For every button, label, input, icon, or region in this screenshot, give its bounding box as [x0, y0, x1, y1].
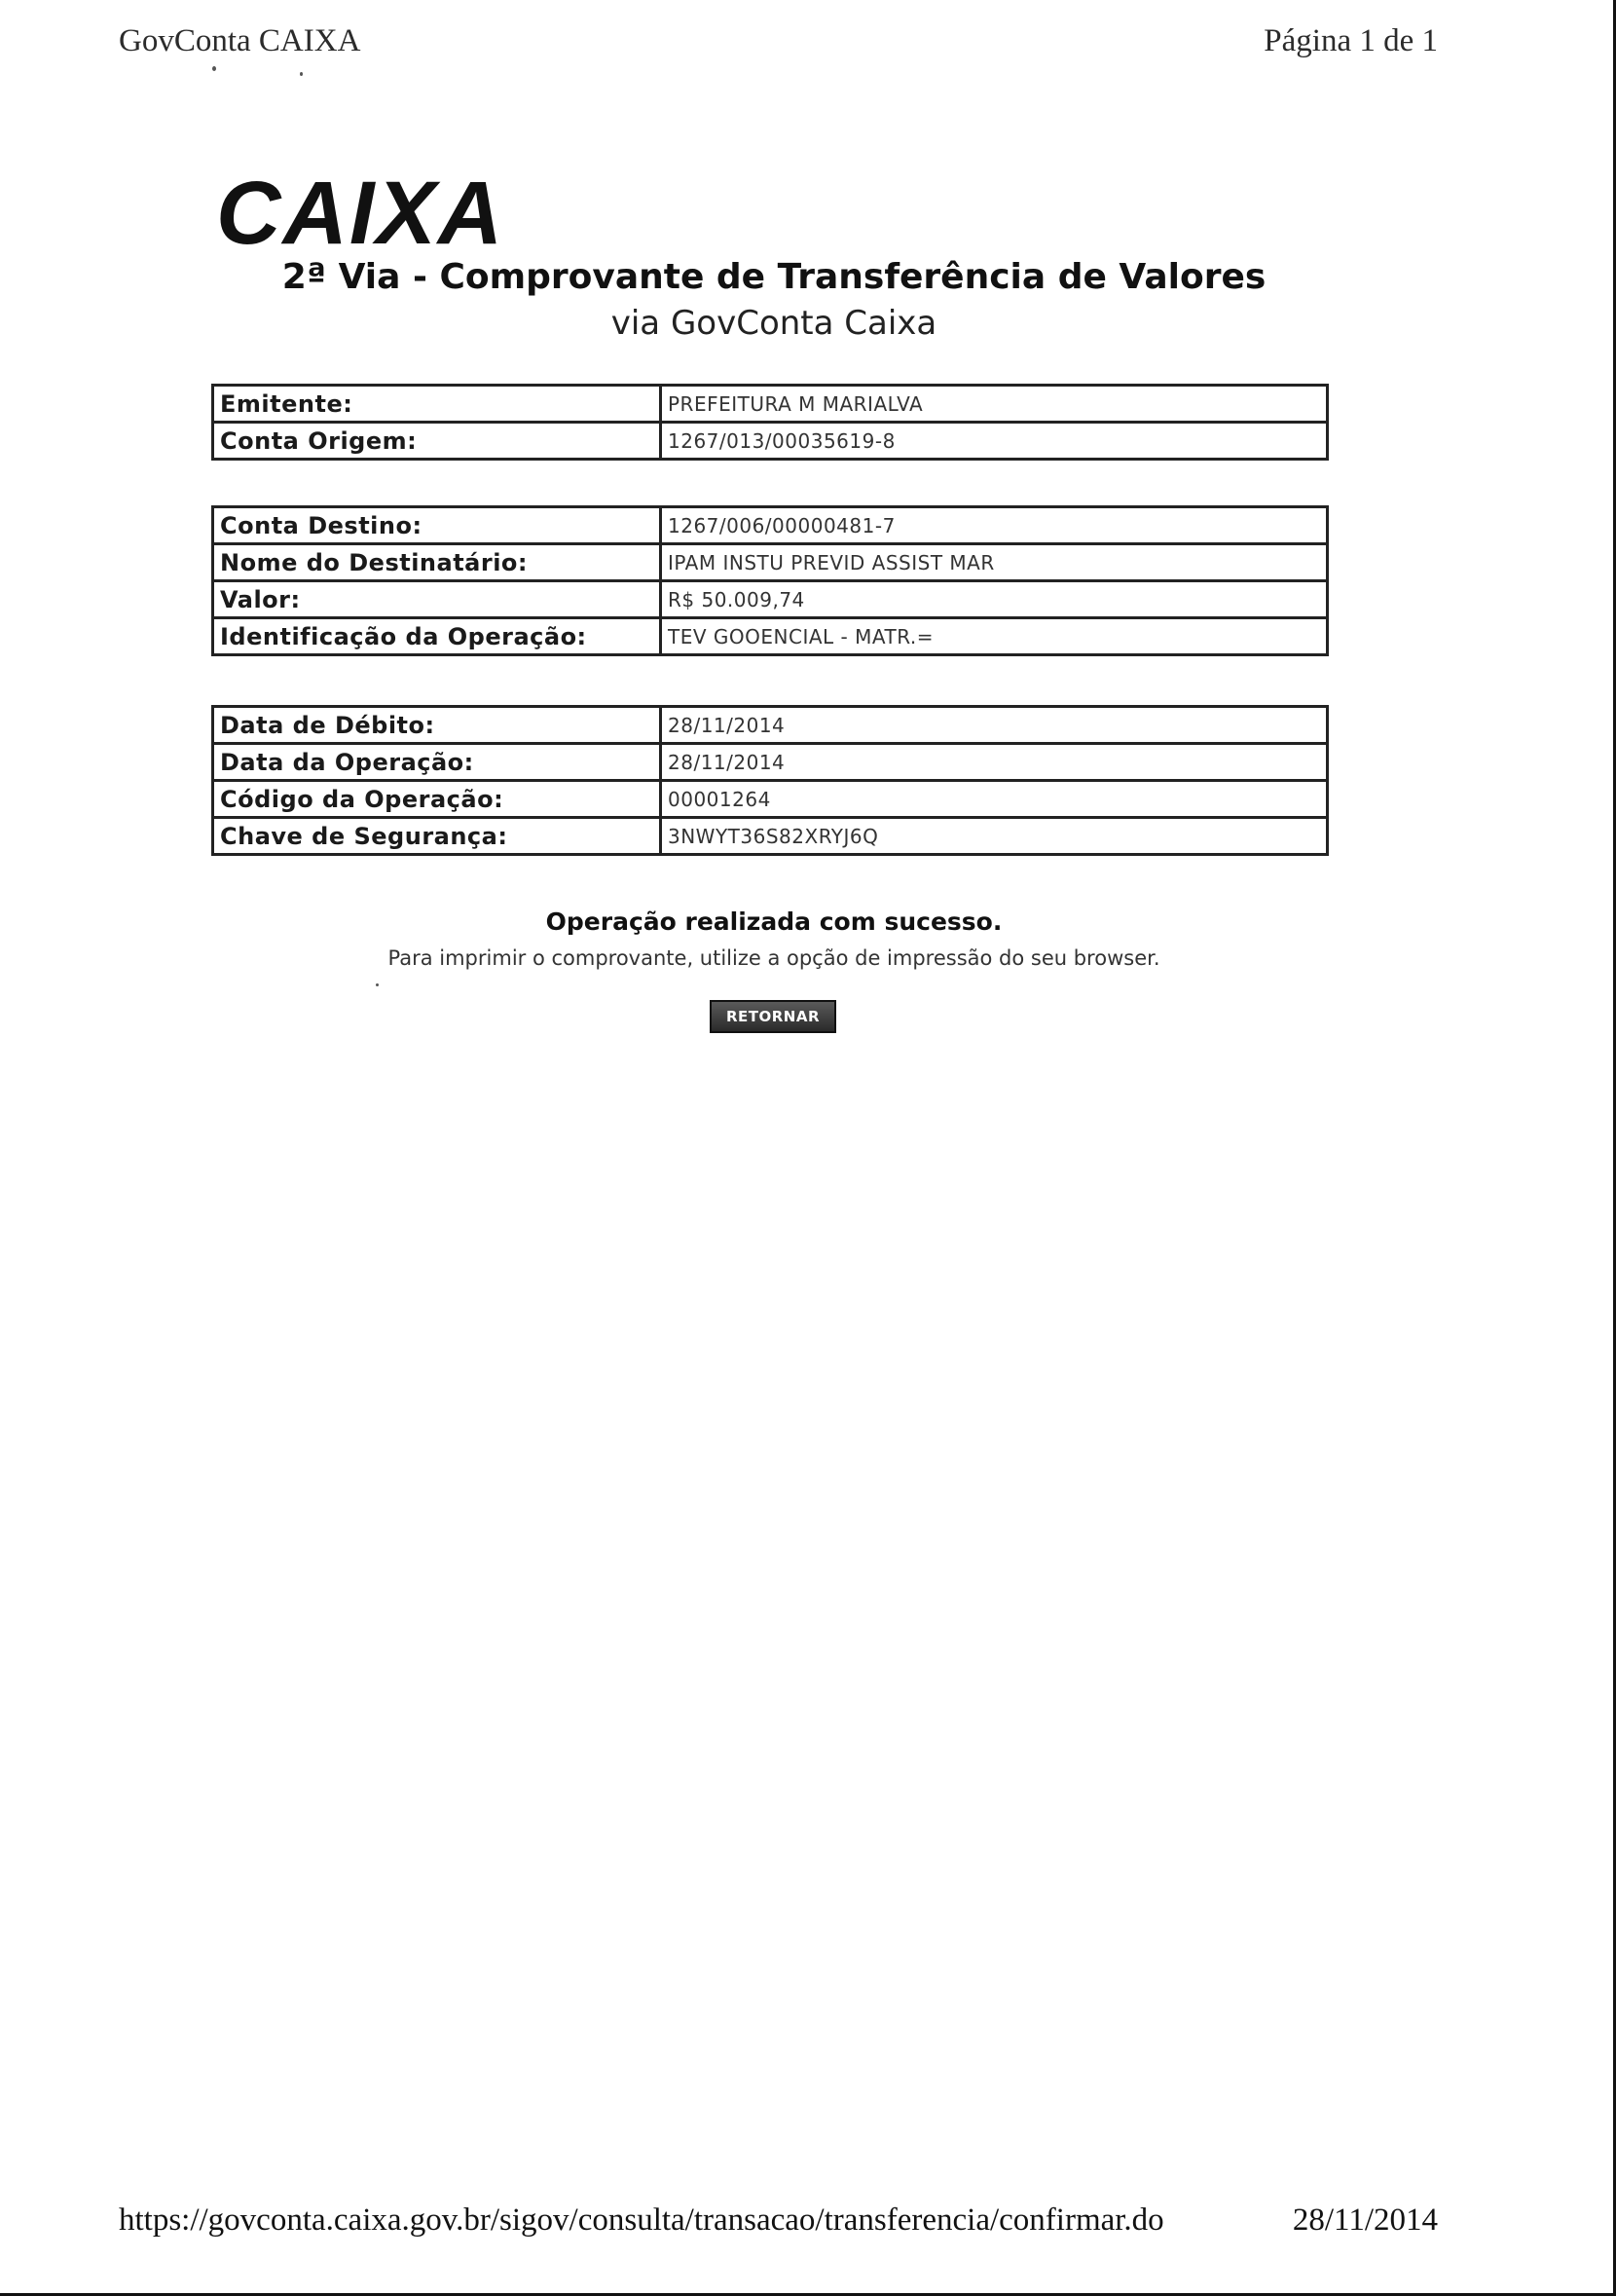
- table-row: [213, 818, 1328, 855]
- table-row: [213, 707, 1328, 744]
- amount-label: Valor:: [213, 581, 661, 618]
- print-footer-url: https://govconta.caixa.gov.br/sigov/consulta/transacao/transferencia/confirmar.do: [119, 2203, 1164, 2238]
- print-footer-date: 28/11/2014: [1292, 2203, 1438, 2238]
- success-message: Operação realizada com sucesso.: [545, 907, 1003, 936]
- receipt-title: 2ª Via - Comprovante de Transferência de Valores: [281, 257, 1267, 297]
- return-button[interactable]: RETORNAR: [710, 1000, 836, 1033]
- operation-date-label: Data da Operação:: [213, 744, 661, 781]
- destination-account-label: Conta Destino:: [213, 507, 661, 544]
- table-row: [213, 423, 1328, 460]
- origin-account-value: 1267/013/00035619-8: [661, 423, 1328, 460]
- scan-speck: [212, 66, 216, 71]
- debit-date-label: Data de Débito:: [213, 707, 661, 744]
- table-row: [213, 781, 1328, 818]
- amount-value: R$ 50.009,74: [661, 581, 1328, 618]
- origin-account-table: [211, 384, 1329, 461]
- table-row: [213, 581, 1328, 618]
- origin-account-label: Conta Origem:: [213, 423, 661, 460]
- table-row: [213, 618, 1328, 655]
- operation-id-label: Identificação da Operação:: [213, 618, 661, 655]
- operation-id-value: TEV GOOENCIAL - MATR.=: [661, 618, 1328, 655]
- security-key-label: Chave de Segurança:: [213, 818, 661, 855]
- destination-account-value: 1267/006/00000481-7: [661, 507, 1328, 544]
- recipient-name-label: Nome do Destinatário:: [213, 544, 661, 581]
- print-hint-message: Para imprimir o comprovante, utilize a opção de impressão do seu browser.: [387, 946, 1160, 970]
- table-row: [213, 386, 1328, 423]
- table-row: [213, 507, 1328, 544]
- issuer-value: PREFEITURA M MARIALVA: [661, 386, 1328, 423]
- debit-date-value: 28/11/2014: [661, 707, 1328, 744]
- security-key-value: 3NWYT36S82XRYJ6Q: [661, 818, 1328, 855]
- print-header-page-number: Página 1 de 1: [1264, 23, 1438, 58]
- caixa-logo: [216, 173, 518, 251]
- caixa-logo-text: CAIXA: [216, 173, 505, 251]
- scan-speck: [300, 72, 303, 76]
- operation-code-label: Código da Operação:: [213, 781, 661, 818]
- operation-details-table: [211, 705, 1329, 856]
- operation-code-value: 00001264: [661, 781, 1328, 818]
- print-header: [119, 23, 1438, 72]
- receipt-subtitle: via GovConta Caixa: [610, 304, 937, 343]
- table-row: [213, 744, 1328, 781]
- caixa-logo-graphic: [216, 173, 518, 251]
- table-row: [213, 544, 1328, 581]
- scan-speck: [376, 983, 379, 986]
- recipient-name-value: IPAM INSTU PREVID ASSIST MAR: [661, 544, 1328, 581]
- print-header-title: GovConta CAIXA: [119, 23, 361, 58]
- destination-table: [211, 505, 1329, 656]
- operation-date-value: 28/11/2014: [661, 744, 1328, 781]
- issuer-label: Emitente:: [213, 386, 661, 423]
